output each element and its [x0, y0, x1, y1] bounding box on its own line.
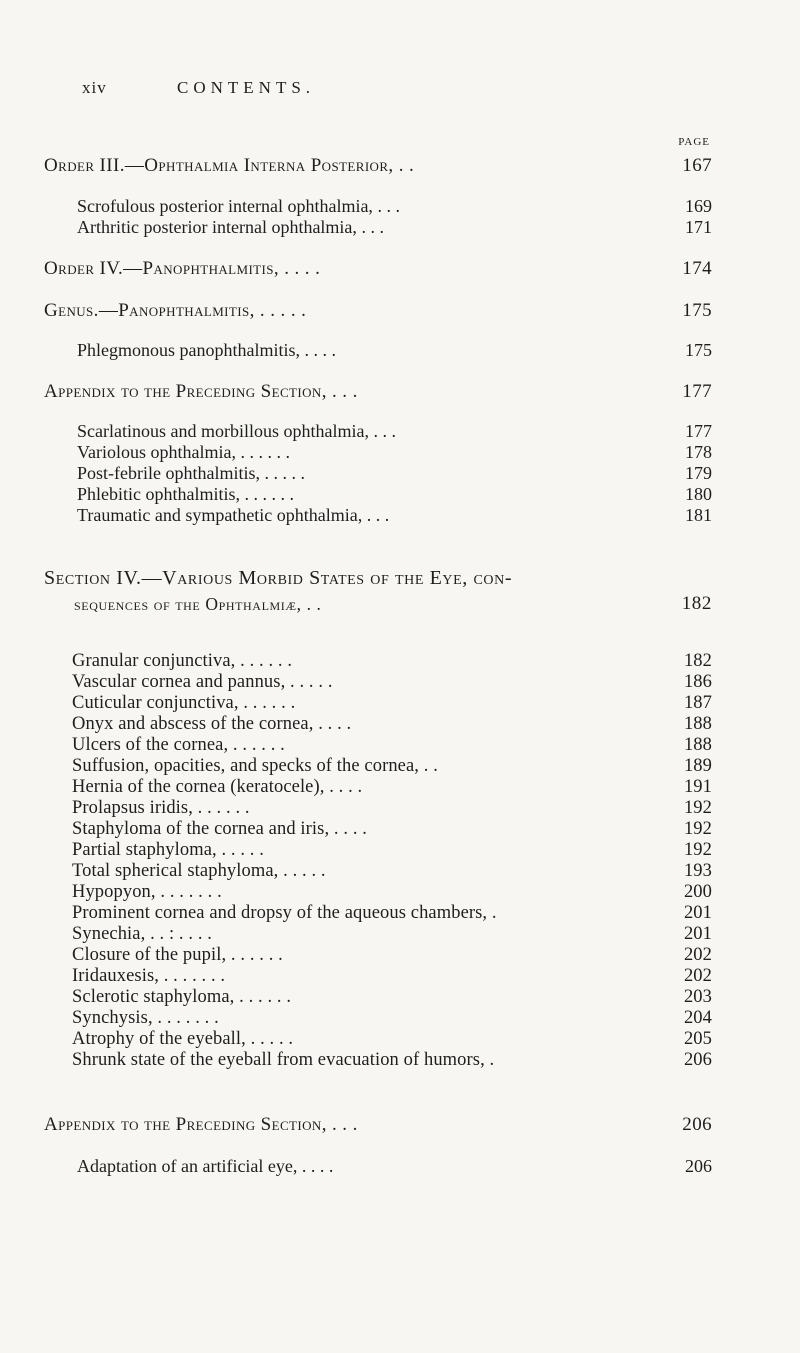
toc-entry-title: Atrophy of the eyeball,: [72, 1029, 246, 1049]
toc-entry-title: Partial staphyloma,: [72, 840, 217, 860]
toc-entry-title: Appendix to the Preceding Section,: [44, 381, 327, 402]
leader-dots: . . . . . .: [234, 987, 292, 1007]
toc-entry-title: Shrunk state of the eyeball from evacuation of humors,: [72, 1050, 485, 1070]
leader-dots: . .: [301, 594, 322, 614]
toc-entry-page: 206: [685, 1156, 712, 1176]
toc-entry-page: 192: [683, 798, 712, 818]
leader-dots: . . . .: [329, 819, 368, 839]
leader-dots: . . . . . .: [240, 484, 294, 504]
toc-entry: [77, 484, 712, 505]
leader-dots: . . . .: [300, 340, 336, 360]
toc-entry: [77, 505, 712, 526]
toc-entry: [77, 196, 712, 217]
toc-entry: [72, 651, 712, 672]
toc-entry: [72, 756, 712, 777]
toc-entry-title: Order III.—Ophthalmia Interna Posterior,: [44, 155, 394, 176]
leader-dots: . . .: [326, 381, 358, 402]
leader-dots: . . . . . . .: [152, 1008, 219, 1028]
toc-entry-title: Suffusion, opacities, and specks of the cornea,: [72, 756, 420, 776]
toc-entry-page: 175: [685, 340, 712, 360]
section-heading-line1: Section IV.—Various Morbid States of the Eye, con-: [44, 567, 513, 589]
toc-entry-page: 174: [682, 258, 712, 279]
toc-entry-page: 177: [682, 381, 712, 402]
toc-entry-page: 201: [683, 903, 712, 923]
toc-entry-title: Prominent cornea and dropsy of the aqueous chambers,: [72, 903, 488, 923]
leader-dots: . . . . . .: [235, 442, 290, 462]
leader-dots: . . . . . .: [226, 945, 283, 965]
page-number: xiv: [82, 78, 107, 97]
toc-entry-page: 191: [683, 777, 712, 797]
toc-entry-page: 171: [685, 217, 712, 237]
toc-entry-title: Ulcers of the cornea,: [72, 735, 229, 755]
toc-entry-page: 177: [685, 421, 712, 441]
toc-entry: [72, 1029, 712, 1050]
toc-entry-title: Total spherical staphyloma,: [72, 861, 279, 881]
leader-dots: . . .: [372, 196, 400, 216]
toc-entry-appendix: [44, 1114, 712, 1136]
toc-entry-title: Variolous ophthalmia,: [77, 442, 236, 462]
page-title: CONTENTS.: [177, 78, 316, 97]
toc-entry: [72, 903, 712, 924]
leader-dots: . .: [419, 756, 438, 776]
toc-entry: [72, 693, 712, 714]
leader-dots: . . . . .: [259, 463, 305, 483]
toc-entry-page: 188: [683, 714, 712, 734]
toc-entry: [72, 798, 712, 819]
toc-entry-page: 200: [683, 882, 712, 902]
toc-entry: [77, 442, 712, 463]
toc-entry-title: Cuticular conjunctiva,: [72, 693, 239, 713]
toc-entry: [72, 840, 712, 861]
toc-entry: [72, 987, 712, 1008]
section-page: 182: [681, 593, 712, 614]
toc-entry: [72, 777, 712, 798]
toc-entry: [72, 672, 712, 693]
toc-entry-title: Hernia of the cornea (keratocele),: [72, 777, 325, 797]
toc-entry-page: 189: [683, 756, 712, 776]
leader-dots: . . .: [356, 217, 384, 237]
toc-entry-page: 187: [683, 693, 712, 713]
toc-entry-title: Appendix to the Preceding Section,: [44, 1114, 327, 1135]
toc-entry-title: Arthritic posterior internal ophthalmia,: [77, 217, 357, 237]
toc-entry-page: 181: [685, 505, 712, 525]
leader-dots: . . . .: [279, 258, 321, 279]
toc-entry: [77, 1156, 712, 1177]
toc-entry-title: Traumatic and sympathetic ophthalmia,: [77, 505, 363, 525]
toc-entry-page: 192: [683, 819, 712, 839]
leader-dots: . . .: [326, 1114, 358, 1135]
toc-entry-title: Synchysis,: [72, 1008, 153, 1028]
leader-dots: . . . . .: [254, 300, 307, 321]
toc-entry-page: 192: [683, 840, 712, 860]
section-heading: [44, 565, 712, 617]
toc-entry: [72, 861, 712, 882]
toc-entry: [72, 735, 712, 756]
leader-dots: . . . . .: [245, 1029, 294, 1049]
leader-dots: . . . . . .: [235, 651, 293, 671]
toc-entry-title: Iridauxesis,: [72, 966, 159, 986]
toc-entry-order-iv: [44, 258, 712, 280]
toc-entry-genus: [44, 300, 712, 322]
toc-entry: [77, 463, 712, 484]
toc-entry-title: Vascular cornea and pannus,: [72, 672, 286, 692]
toc-entry: [72, 966, 712, 987]
toc-entry-page: 175: [682, 300, 712, 321]
leader-dots: . . .: [362, 505, 390, 525]
toc-entry: [77, 421, 712, 442]
toc-entry-page: 202: [683, 966, 712, 986]
leader-dots: . . : . . . .: [145, 924, 213, 944]
toc-entry: [72, 945, 712, 966]
toc-entry-page: 178: [685, 442, 712, 462]
leader-dots: . . . . . .: [238, 693, 296, 713]
leader-dots: . . . . .: [278, 861, 326, 881]
toc-entry: [77, 340, 712, 361]
toc-entry-page: 201: [683, 924, 712, 944]
toc-entry-title: Closure of the pupil,: [72, 945, 227, 965]
toc-entry: [72, 924, 712, 945]
toc-entry: [72, 714, 712, 735]
leader-dots: .: [487, 903, 497, 923]
section-heading-line2: sequences of the Ophthalmiæ,: [74, 594, 302, 614]
toc-entry-title: Phlegmonous panophthalmitis,: [77, 340, 300, 360]
toc-entry-page: 167: [682, 155, 712, 176]
toc-entry: [72, 1008, 712, 1029]
toc-entry-title: Genus.—Panophthalmitis,: [44, 300, 255, 321]
toc-entry-page: 182: [683, 651, 712, 671]
toc-entry-page: 179: [685, 463, 712, 483]
toc-entry: [72, 1050, 712, 1071]
toc-entry-page: 180: [685, 484, 712, 504]
leader-dots: . . .: [368, 421, 396, 441]
toc-entry-title: Order IV.—Panophthalmitis,: [44, 258, 280, 279]
toc-entry-title: Scarlatinous and morbillous ophthalmia,: [77, 421, 369, 441]
leader-dots: .: [484, 1050, 495, 1070]
leader-dots: . . . .: [297, 1156, 334, 1176]
toc-entry-page: 203: [683, 987, 712, 1007]
leader-dots: . .: [393, 155, 415, 176]
toc-entry: [72, 882, 712, 903]
toc-entry-title: Scrofulous posterior internal ophthalmia,: [77, 196, 373, 216]
toc-entry-title: Synechia,: [72, 924, 146, 944]
toc-entry: [72, 819, 712, 840]
leader-dots: . . . . .: [285, 672, 333, 692]
toc-entry-page: 206: [682, 1114, 712, 1135]
toc-entry-title: Post-febrile ophthalmitis,: [77, 463, 260, 483]
leader-dots: . . . . . .: [228, 735, 285, 755]
toc-entry-title: Onyx and abscess of the cornea,: [72, 714, 314, 734]
leader-dots: . . . .: [313, 714, 352, 734]
toc-entry-order-iii: [44, 155, 712, 177]
toc-entry-title: Staphyloma of the cornea and iris,: [72, 819, 330, 839]
toc-entry-page: 193: [683, 861, 712, 881]
leader-dots: . . . .: [324, 777, 363, 797]
toc-entry-title: Adaptation of an artificial eye,: [77, 1156, 298, 1176]
toc-entry-title: Prolapsus iridis,: [72, 798, 193, 818]
toc-entry-page: 169: [685, 196, 712, 216]
toc-entry-page: 188: [683, 735, 712, 755]
toc-entry-page: 205: [683, 1029, 712, 1049]
toc-entry-title: Granular conjunctiva,: [72, 651, 236, 671]
running-header: [82, 78, 315, 98]
toc-entry-page: 204: [683, 1008, 712, 1028]
toc-entry-title: Hypopyon,: [72, 882, 156, 902]
toc-entry-page: 206: [683, 1050, 712, 1070]
leader-dots: . . . . .: [216, 840, 264, 860]
toc-entry-appendix: [44, 381, 712, 403]
toc-entry-title: Sclerotic staphyloma,: [72, 987, 235, 1007]
page-column-label: PAGE: [678, 136, 710, 148]
leader-dots: . . . . . . .: [155, 882, 222, 902]
toc-entry-title: Phlebitic ophthalmitis,: [77, 484, 240, 504]
toc-entry-page: 202: [683, 945, 712, 965]
leader-dots: . . . . . .: [192, 798, 250, 818]
toc-entry: [77, 217, 712, 238]
toc-entry-page: 186: [683, 672, 712, 692]
leader-dots: . . . . . . .: [159, 966, 226, 986]
